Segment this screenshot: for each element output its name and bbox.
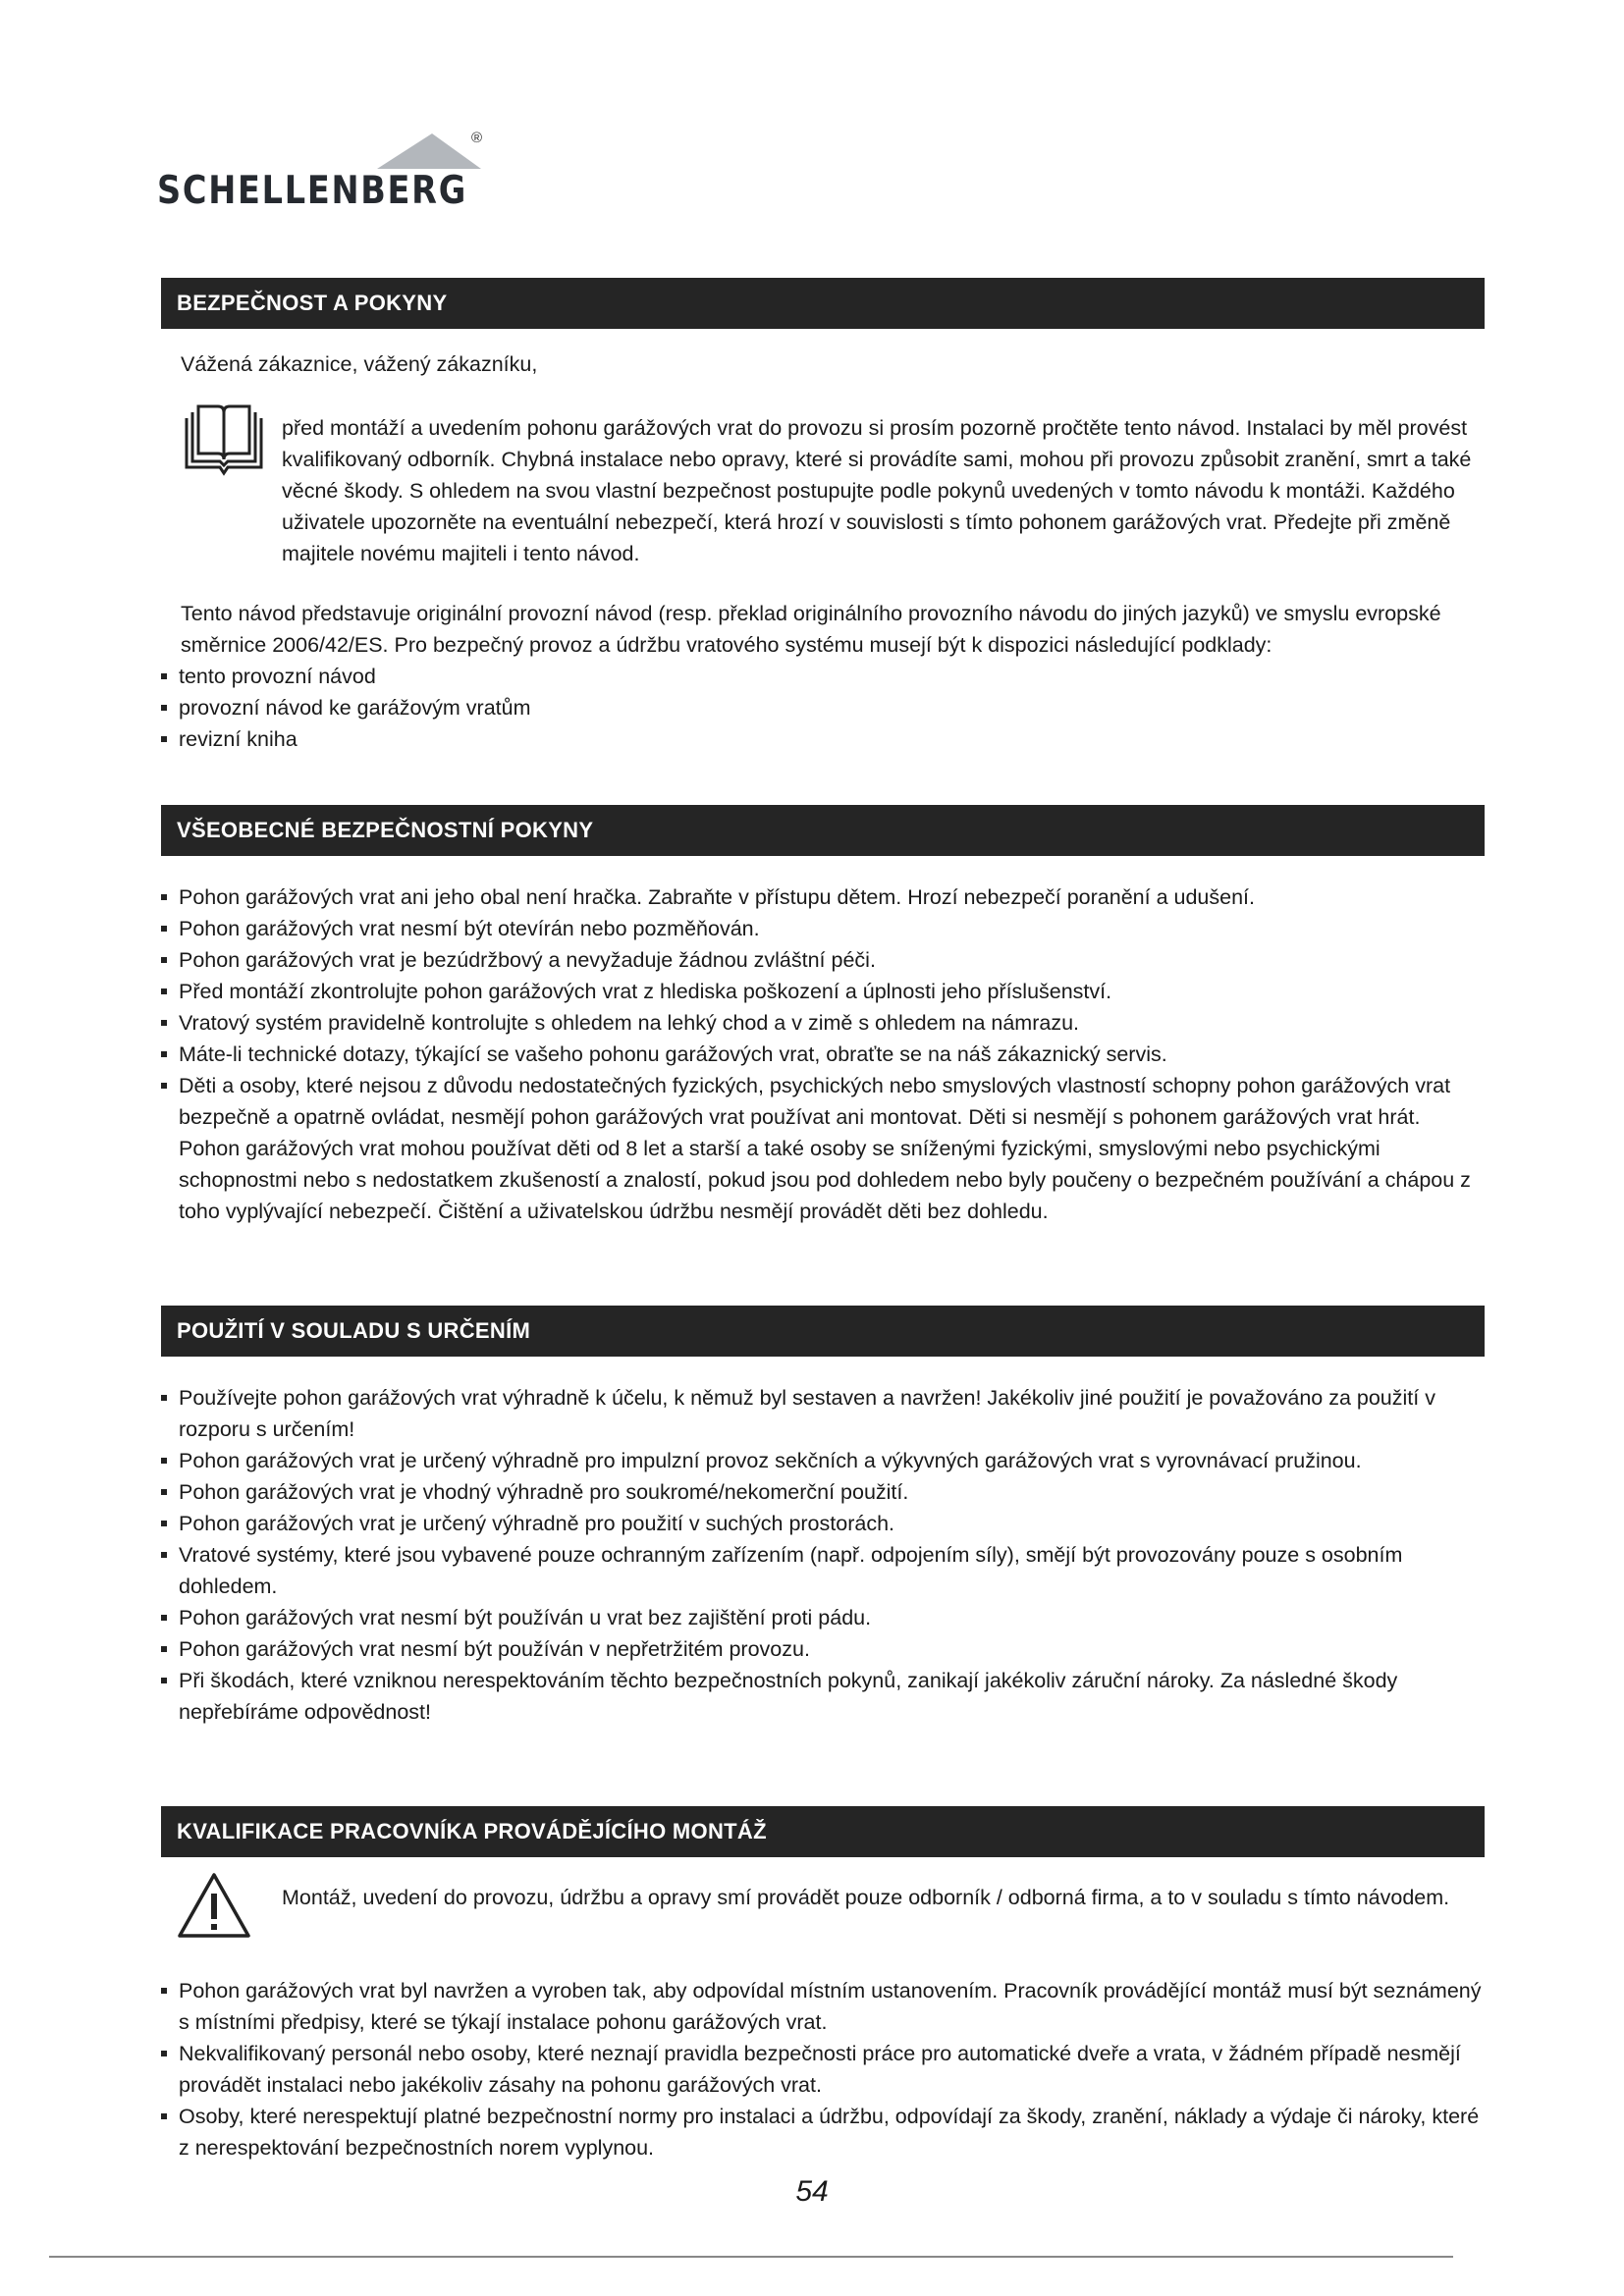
list-item: Při škodách, které vzniknou nerespektováním těchto bezpečnostních pokynů, zanikají jakékoliv záruční nároky. Za následné škody nepřebíráme odpovědnost! [161,1665,1485,1728]
brand-logo [157,126,496,224]
list-item: provozní návod ke garážovým vratům [161,692,1467,723]
book-icon [183,402,265,477]
list-item: Pohon garážových vrat nesmí být používán v nepřetržitém provozu. [161,1633,1485,1665]
manual-notice: před montáží a uvedením pohonu garážových vrat do provozu si prosím pozorně pročtěte tento návod. Instalaci by měl provést kvalifikovaný odborník. Chybná instalace nebo opravy, které si provádíte sami, mohou při provozu způsobit zranění, smrt a také věcné škody. S ohledem na svou vlastní bezpečnost postupujte podle pokynů uvedených v tomto návodu k montáži. Každého uživatele upozorněte na eventuální nebezpečí, která hrozí v souvislosti s tímto pohonem garážových vrat. Předejte při změně majitele novému majiteli i tento návod. [282,416,1472,565]
list-item: Pohon garážových vrat ani jeho obal není hračka. Zabraňte v přístupu dětem. Hrozí nebezpečí poranění a udušení. [161,881,1485,913]
list-item: Vratový systém pravidelně kontrolujte s ohledem na lehký chod a v zimě s ohledem na námrazu. [161,1007,1485,1039]
section-title-intended-use: POUŽITÍ V SOULADU S URČENÍM [161,1306,1485,1357]
general-safety-list [161,881,1485,1227]
list-item: revizní kniha [161,723,1467,755]
warning-triangle-icon [177,1872,251,1939]
list-item: Pohon garážových vrat nesmí být používán u vrat bez zajištění proti pádu. [161,1602,1485,1633]
section-title-safety: BEZPEČNOST A POKYNY [161,278,1485,329]
footer-divider [49,2256,1453,2258]
registered-mark: ® [471,130,483,146]
list-item: Pohon garážových vrat je vhodný výhradně pro soukromé/nekomerční použití. [161,1476,1485,1508]
intended-use-list [161,1382,1485,1728]
required-documents-list [161,661,1467,755]
brand-name: SCHELLENBERG [157,169,467,213]
list-item: Nekvalifikovaný personál nebo osoby, které neznají pravidla bezpečnosti práce pro automatické dveře a vrata, v žádném případě nesmějí provádět instalaci nebo jakékoliv zásahy na pohonu garážových vrat. [161,2038,1485,2101]
original-manual-notice: Tento návod představuje originální provozní návod (resp. překlad originálního provozního návodu do jiných jazyků) ve smyslu evropské směrnice 2006/42/ES. Pro bezpečný provoz a údržbu vratového systému musejí být k dispozici následující podklady: [181,602,1441,657]
list-item: Před montáží zkontrolujte pohon garážových vrat z hlediska poškození a úplnosti jeho příslušenství. [161,976,1485,1007]
list-item: Pohon garážových vrat nesmí být otevírán nebo pozměňován. [161,913,1485,944]
list-item: Vratové systémy, které jsou vybavené pouze ochranným zařízením (např. odpojením síly), smějí být provozovány pouze s osobním dohledem. [161,1539,1485,1602]
list-item: Pohon garážových vrat je určený výhradně pro impulzní provoz sekčních a výkyvných garážových vrat s vyrovnávací pružinou. [161,1445,1485,1476]
roof-logo-icon [377,133,481,169]
list-item: tento provozní návod [161,661,1467,692]
list-item: Pohon garážových vrat je bezúdržbový a nevyžaduje žádnou zvláštní péči. [161,944,1485,976]
greeting: Vážená zákaznice, vážený zákazníku, [181,352,538,376]
list-item: Pohon garážových vrat je určený výhradně pro použití v suchých prostorách. [161,1508,1485,1539]
qualification-list [161,1975,1485,2163]
list-item: Osoby, které nerespektují platné bezpečnostní normy pro instalaci a údržbu, odpovídají za škody, zranění, náklady a výdaje či nároky, které z nerespektování bezpečnostních norem vyplynou. [161,2101,1485,2163]
qualification-warning: Montáž, uvedení do provozu, údržbu a opravy smí provádět pouze odborník / odborná firma, a to v souladu s tímto návodem. [282,1886,1450,1909]
page-number: 54 [795,2175,829,2208]
section-title-general: VŠEOBECNÉ BEZPEČNOSTNÍ POKYNY [161,805,1485,856]
list-item: Máte-li technické dotazy, týkající se vašeho pohonu garážových vrat, obraťte se na náš zákaznický servis. [161,1039,1485,1070]
list-item: Děti a osoby, které nejsou z důvodu nedostatečných fyzických, psychických nebo smyslových vlastností schopny pohon garážových vrat bezpečně a opatrně ovládat, nesmějí pohon garážových vrat používat ani montovat. Děti si nesmějí s pohonem garážových vrat hrát. Pohon garážových vrat mohou používat děti od 8 let a starší a také osoby se sníženými fyzickými, smyslovými nebo psychickými schopnostmi nebo s nedostatkem zkušeností a znalostí, pokud jsou pod dohledem nebo byly poučeny o bezpečném používání a chápou z toho vyplývající nebezpečí. Čištění a uživatelskou údržbu nesmějí provádět děti bez dohledu. [161,1070,1485,1227]
list-item: Používejte pohon garážových vrat výhradně k účelu, k němuž byl sestaven a navržen! Jakékoliv jiné použití je považováno za použití v rozporu s určením! [161,1382,1485,1445]
list-item: Pohon garážových vrat byl navržen a vyroben tak, aby odpovídal místním ustanovením. Pracovník provádějící montáž musí být seznámený s místními předpisy, které se týkají instalace pohonu garážových vrat. [161,1975,1485,2038]
section-title-qualification: KVALIFIKACE PRACOVNÍKA PROVÁDĚJÍCÍHO MONTÁŽ [161,1806,1485,1857]
